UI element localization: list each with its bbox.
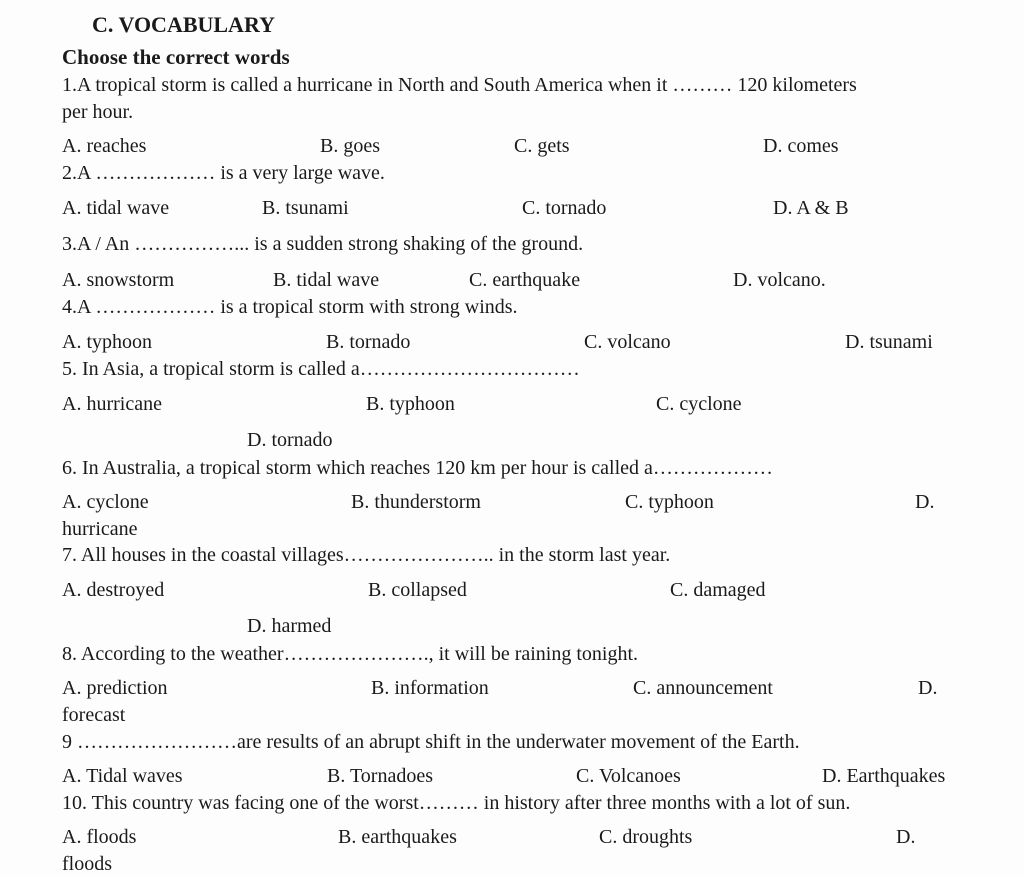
q9-option-d[interactable]: D. Earthquakes: [822, 765, 946, 787]
question-7-stem: 7. All houses in the coastal villages………………….. in the storm last year.: [62, 544, 671, 566]
q2-option-a[interactable]: A. tidal wave: [62, 197, 170, 219]
q8-option-a[interactable]: A. prediction: [62, 677, 168, 699]
question-5-stem: 5. In Asia, a tropical storm is called a……………………………: [62, 358, 580, 380]
q6-option-d[interactable]: D.: [915, 491, 935, 513]
question-10-stem: 10. This country was facing one of the worst……… in history after three months with a lot of sun.: [62, 792, 851, 814]
q10-option-d-text[interactable]: floods: [62, 853, 112, 875]
q7-option-c[interactable]: C. damaged: [670, 579, 766, 601]
q10-option-b[interactable]: B. earthquakes: [338, 826, 457, 848]
q6-option-a[interactable]: A. cyclone: [62, 491, 149, 513]
q5-option-b[interactable]: B. typhoon: [366, 393, 455, 415]
q7-option-b[interactable]: B. collapsed: [368, 579, 467, 601]
question-1-stem-cont: per hour.: [62, 101, 134, 123]
question-6-stem: 6. In Australia, a tropical storm which reaches 120 km per hour is called a………………: [62, 457, 773, 479]
q10-option-c[interactable]: C. droughts: [599, 826, 693, 848]
q8-option-d-text[interactable]: forecast: [62, 704, 126, 726]
instruction: Choose the correct words: [62, 45, 290, 69]
q6-option-c[interactable]: C. typhoon: [625, 491, 714, 513]
q6-option-b[interactable]: B. thunderstorm: [351, 491, 481, 513]
q1-option-b[interactable]: B. goes: [320, 135, 380, 157]
q3-option-a[interactable]: A. snowstorm: [62, 269, 175, 291]
question-1-stem: 1.A tropical storm is called a hurricane in North and South America when it ……… 120 kilometers: [62, 74, 857, 96]
question-9-stem: 9 ……………………are results of an abrupt shift in the underwater movement of the Earth.: [62, 731, 800, 753]
q1-option-a[interactable]: A. reaches: [62, 135, 147, 157]
q1-option-d[interactable]: D. comes: [763, 135, 839, 157]
q2-option-b[interactable]: B. tsunami: [262, 197, 349, 219]
question-4-stem: 4.A ……………… is a tropical storm with strong winds.: [62, 296, 518, 318]
q4-option-b[interactable]: B. tornado: [326, 331, 411, 353]
q9-option-a[interactable]: A. Tidal waves: [62, 765, 183, 787]
q8-option-c[interactable]: C. announcement: [633, 677, 773, 699]
q4-option-a[interactable]: A. typhoon: [62, 331, 152, 353]
q3-option-b[interactable]: B. tidal wave: [273, 269, 380, 291]
q8-option-b[interactable]: B. information: [371, 677, 489, 699]
q4-option-d[interactable]: D. tsunami: [845, 331, 933, 353]
q1-option-c[interactable]: C. gets: [514, 135, 570, 157]
q10-option-a[interactable]: A. floods: [62, 826, 137, 848]
q9-option-c[interactable]: C. Volcanoes: [576, 765, 681, 787]
q2-option-d[interactable]: D. A & B: [773, 197, 849, 219]
q9-option-b[interactable]: B. Tornadoes: [327, 765, 433, 787]
question-2-stem: 2.A ……………… is a very large wave.: [62, 162, 385, 184]
q7-option-d[interactable]: D. harmed: [247, 615, 332, 637]
question-8-stem: 8. According to the weather…………………., it will be raining tonight.: [62, 643, 639, 665]
q5-option-c[interactable]: C. cyclone: [656, 393, 742, 415]
q6-option-d-text[interactable]: hurricane: [62, 518, 138, 540]
question-3-stem: 3.A / An ……………... is a sudden strong shaking of the ground.: [62, 233, 584, 255]
q2-option-c[interactable]: C. tornado: [522, 197, 607, 219]
q4-option-c[interactable]: C. volcano: [584, 331, 671, 353]
q5-option-d[interactable]: D. tornado: [247, 429, 333, 451]
q3-option-d[interactable]: D. volcano.: [733, 269, 826, 291]
q5-option-a[interactable]: A. hurricane: [62, 393, 162, 415]
q3-option-c[interactable]: C. earthquake: [469, 269, 581, 291]
section-title: C. VOCABULARY: [92, 12, 275, 37]
q10-option-d[interactable]: D.: [896, 826, 916, 848]
q8-option-d[interactable]: D.: [918, 677, 938, 699]
q7-option-a[interactable]: A. destroyed: [62, 579, 165, 601]
